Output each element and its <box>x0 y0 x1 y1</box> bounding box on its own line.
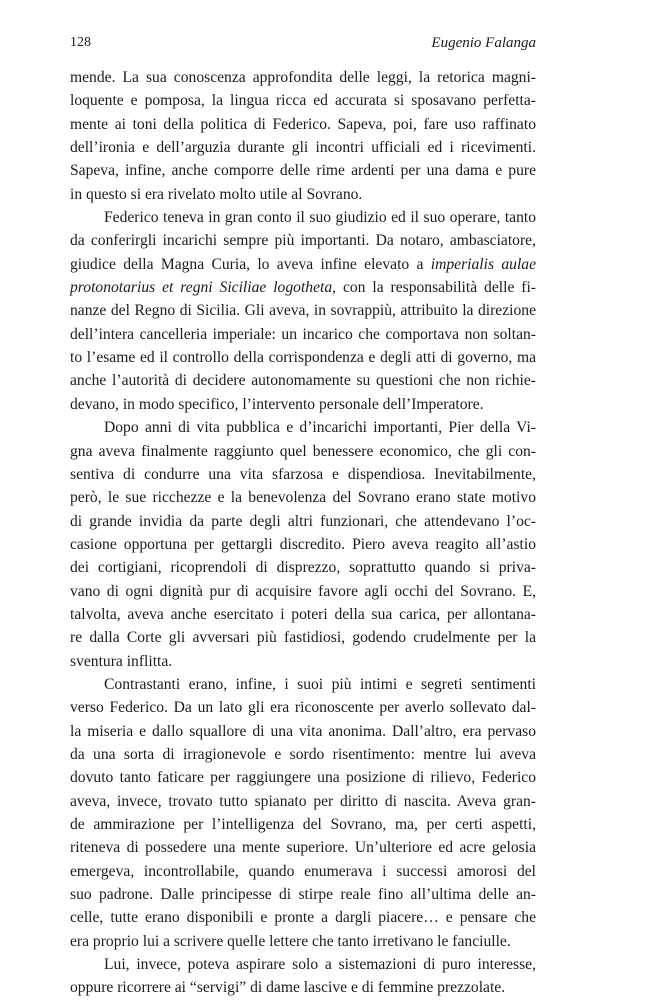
text-span: giudice della Magna Curia, lo aveva infine elevato a <box>70 255 431 273</box>
paragraph <box>70 673 536 953</box>
text-span: di grande invidia da parte degli altri funzionari, che attendevano l’oc- <box>70 512 536 530</box>
text-span: talvolta, aveva anche esercitato i poteri della sua carica, per allontana- <box>70 605 536 623</box>
text-span: , con la responsabilità delle fi- <box>332 279 536 297</box>
text-span: suo padrone. Dalle principesse di stirpe reale fino all’ultima delle an- <box>70 886 536 904</box>
text-line <box>70 883 536 906</box>
text-span: vano di ogni dignità pur di acquisire favore agli occhi del Sovrano. E, <box>70 582 536 600</box>
text-span: era proprio lui a scrivere quelle lettere che tanto irretivano le fanciulle. <box>70 932 511 950</box>
italic-phrase: imperialis aulae <box>430 255 536 273</box>
text-line <box>70 346 536 369</box>
text-line <box>70 696 536 719</box>
text-span: loquente e pomposa, la lingua ricca ed accurata si sposavano perfetta- <box>70 92 536 110</box>
text-line <box>70 766 536 789</box>
text-span: Contrastanti erano, infine, i suoi più intimi e segreti sentimenti <box>104 675 536 693</box>
text-line <box>70 229 536 252</box>
text-line <box>70 580 536 603</box>
text-span: Federico teneva in gran conto il suo giudizio ed il suo operare, tanto <box>104 209 536 227</box>
text-line <box>70 393 536 416</box>
text-span: Dopo anni di vita pubblica e d’incarichi importanti, Pier della Vi- <box>104 419 536 437</box>
text-span: gna aveva finalmente raggiunto quel benessere economico, che gli con- <box>70 442 536 460</box>
text-span: de ammirazione per l’intelligenza del Sovrano, ma, per certi aspetti, <box>70 816 536 833</box>
text-line <box>70 89 536 112</box>
text-line <box>70 930 536 953</box>
body-text <box>70 66 536 1000</box>
text-span: dell’intera cancelleria imperiale: un incarico che comportava non soltan- <box>70 325 536 343</box>
text-line <box>70 603 536 626</box>
text-span: oppure ricorrere ai “servigi” di dame lascive e di femmine prezzolate. <box>70 979 506 997</box>
text-line <box>70 206 536 229</box>
text-line <box>70 860 536 883</box>
text-line <box>70 486 536 509</box>
paragraph <box>70 416 536 673</box>
text-span: dei cortigiani, ricoprendoli di disprezzo, soprattutto quando si priva- <box>70 559 536 577</box>
text-span: riteneva di possedere una mente superiore. Un’ulteriore ed acre gelosia <box>70 839 536 857</box>
page-number: 128 <box>70 35 91 50</box>
text-span: dovuto tanto faticare per raggiungere una posizione di rilievo, Federico <box>70 769 536 787</box>
text-span: mente ai toni della politica di Federico. Sapeva, poi, fare uso raffinato <box>70 115 536 133</box>
text-span: nanze del Regno di Sicilia. Gli aveva, in sovrappiù, attribuito la direzione <box>70 302 536 320</box>
text-span: verso Federico. Da un lato gli era riconoscente per averlo sollevato dal- <box>70 699 536 717</box>
text-line <box>70 626 536 649</box>
text-line <box>70 440 536 463</box>
text-span: anche l’autorità di decidere autonomamente su questioni che non richie- <box>70 372 536 390</box>
text-line <box>70 976 536 999</box>
text-span: Lui, invece, poteva aspirare solo a sistemazioni di puro interesse, <box>104 956 536 974</box>
paragraph <box>70 206 536 416</box>
text-line <box>70 136 536 159</box>
text-span: devano, in modo specifico, l’intervento personale dell’Imperatore. <box>70 395 484 413</box>
text-line <box>70 159 536 182</box>
text-line <box>70 276 536 299</box>
running-head-author: Eugenio Falanga <box>431 35 536 51</box>
text-span: re dalla Corte gli avversari più fastidiosi, godendo crudelmente per la <box>70 629 536 647</box>
text-span: dell’ironia e dell’arguzia durante gli incontri ufficiali ed i ricevimenti. <box>70 139 536 157</box>
text-line <box>70 66 536 89</box>
text-line <box>70 790 536 813</box>
text-line <box>70 556 536 579</box>
text-line <box>70 743 536 766</box>
text-line <box>70 369 536 392</box>
text-span: però, le sue ricchezze e la benevolenza del Sovrano erano state motivo <box>70 489 536 507</box>
text-span: celle, tutte erano disponibili e pronte a dargli piacere… e pensare che <box>70 909 536 927</box>
text-span: Sapeva, infine, anche comporre delle rime ardenti per una dama e pure <box>70 162 536 180</box>
text-line <box>70 299 536 322</box>
text-line <box>70 673 536 696</box>
text-line <box>70 323 536 346</box>
text-line <box>70 183 536 206</box>
text-span: aveva, invece, trovato tutto spianato per diritto di nascita. Aveva gran- <box>70 792 536 810</box>
text-span: la miseria e dallo squallore di una vita anonima. Dall’altro, era pervaso <box>70 722 536 740</box>
text-line <box>70 650 536 673</box>
text-line <box>70 906 536 929</box>
text-line <box>70 416 536 439</box>
text-line <box>70 720 536 743</box>
text-line <box>70 836 536 859</box>
text-span: sventura inflitta. <box>70 652 173 670</box>
text-line <box>70 953 536 976</box>
paragraph <box>70 66 536 206</box>
text-span: to l’esame ed il controllo della corrispondenza e degli atti di governo, ma <box>70 349 536 367</box>
italic-phrase: protonotarius et regni Siciliae logotheta <box>70 279 333 297</box>
text-span: mende. La sua conoscenza approfondita delle leggi, la retorica magni- <box>70 69 536 86</box>
paragraph <box>70 953 536 1000</box>
text-line <box>70 813 536 836</box>
text-span: da una sorta di irragionevole e sordo risentimento: mentre lui aveva <box>70 745 536 763</box>
text-line <box>70 253 536 276</box>
text-line <box>70 510 536 533</box>
text-span: in questo si era rivelato molto utile al Sovrano. <box>70 185 363 203</box>
text-span: da conferirgli incarichi sempre più importanti. Da notaro, ambasciatore, <box>70 232 536 250</box>
text-line <box>70 533 536 556</box>
text-line <box>70 463 536 486</box>
text-span: emergeva, incontrollabile, quando enumerava i successi amorosi del <box>70 862 536 880</box>
text-span: casione opportuna per gettargli discredito. Piero aveva reagito all’astio <box>70 535 536 553</box>
text-line <box>70 113 536 136</box>
text-span: sentiva di condurre una vita sfarzosa e dispendiosa. Inevitabilmente, <box>70 465 536 483</box>
